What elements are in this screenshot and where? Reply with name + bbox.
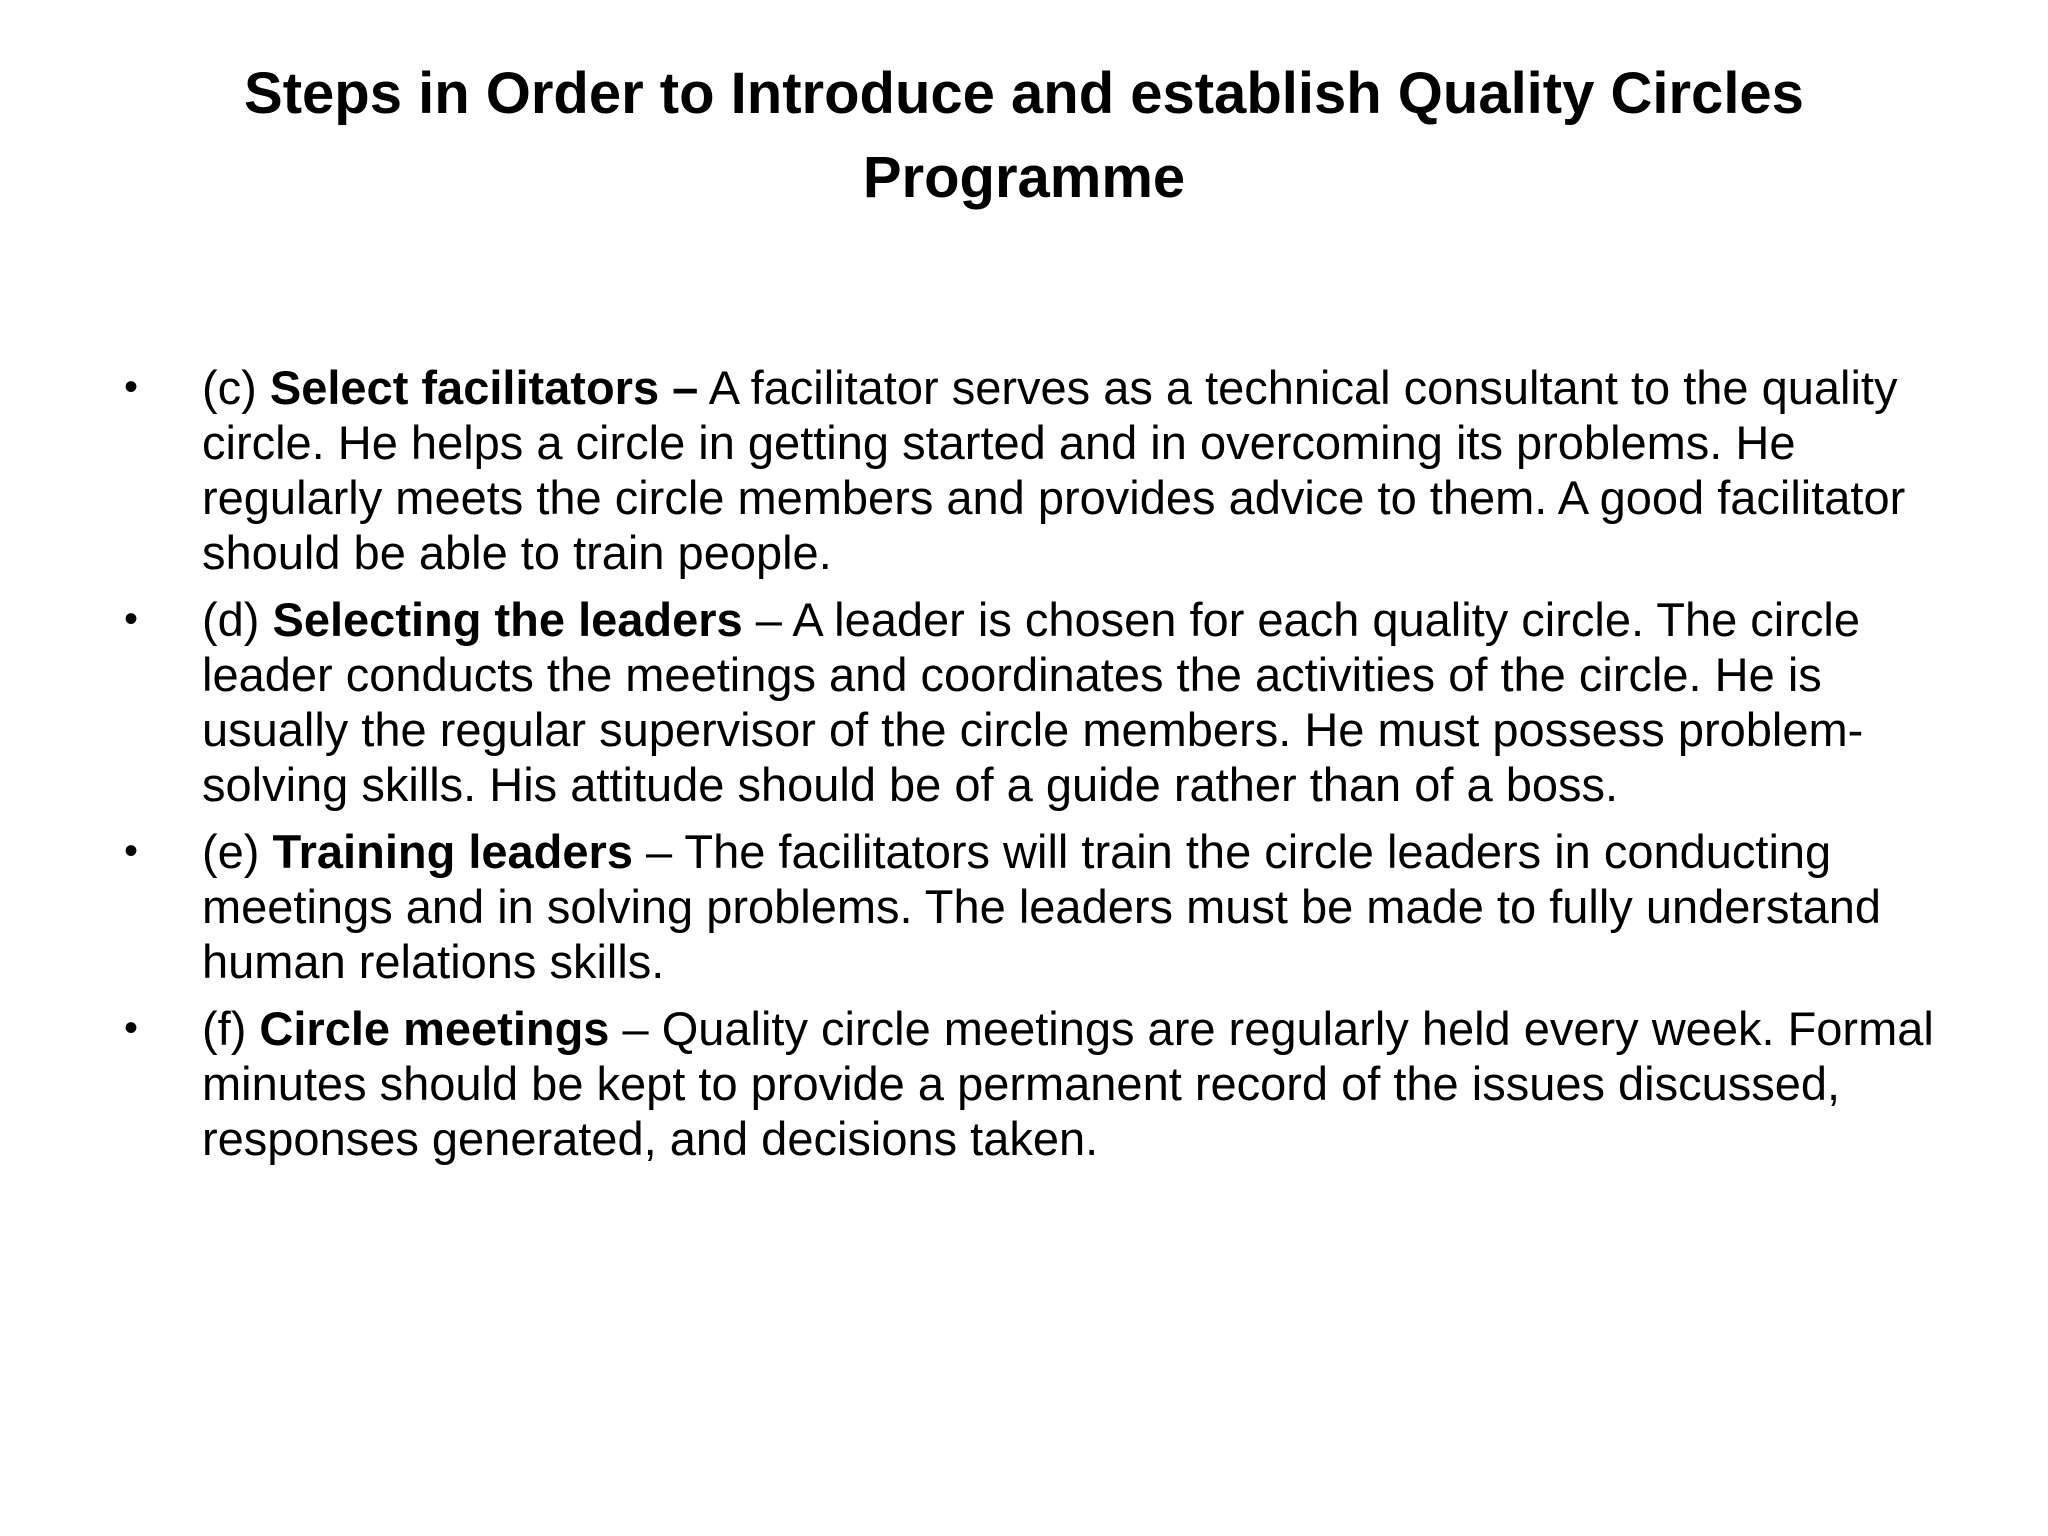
bullet-term: Selecting the leaders: [272, 593, 743, 646]
bullet-dash: –: [742, 593, 782, 646]
bullet-text: The facilitators will train the circle leaders in conducting meetings and in solving problems. The leaders must be made to fully understand human relations skills.: [202, 825, 1882, 988]
bullet-item-select-facilitators: [120, 360, 1950, 580]
slide-title-line-2: Programme: [862, 145, 1186, 210]
bullet-item-selecting-leaders: [120, 592, 1950, 812]
bullet-icon: •: [124, 1006, 139, 1050]
bullet-icon: •: [124, 365, 139, 409]
slide-title-line-1: Steps in Order to Introduce and establish Quality Circles: [244, 61, 1804, 126]
bullet-icon: •: [124, 597, 139, 641]
bullet-prefix: (c): [202, 361, 270, 414]
bullet-icon: •: [124, 829, 139, 873]
bullet-dash: –: [609, 1002, 649, 1055]
bullet-item-training-leaders: [120, 824, 1950, 989]
slide-title: [200, 52, 1848, 220]
bullet-prefix: (f): [202, 1002, 260, 1055]
bullet-item-circle-meetings: [120, 1001, 1950, 1166]
bullet-term: Circle meetings: [259, 1002, 610, 1055]
bullet-prefix: (e): [202, 825, 273, 878]
bullet-dash: –: [632, 825, 673, 878]
bullet-prefix: (d): [202, 593, 273, 646]
bullet-term: Select facilitators –: [269, 361, 699, 414]
bullet-text: Quality circle meetings are regularly held every week. Formal minutes should be kept to provide a permanent record of the issues discussed, responses generated, and decisions taken.: [202, 1002, 1934, 1165]
bullet-text: A facilitator serves as a technical consultant to the quality circle. He helps a circle in getting started and in overcoming its problems. He regularly meets the circle members and provides advice to them. A good facilitator should be able to train people.: [202, 361, 1906, 579]
bullet-list: [120, 360, 1950, 1178]
bullet-term: Training leaders: [272, 825, 633, 878]
bullet-text: A leader is chosen for each quality circle. The circle leader conducts the meetings and coordinates the activities of the circle. He is usually the regular supervisor of the circle members. He must possess problem-solving skills. His attitude should be of a guide rather than of a boss.: [202, 593, 1864, 811]
